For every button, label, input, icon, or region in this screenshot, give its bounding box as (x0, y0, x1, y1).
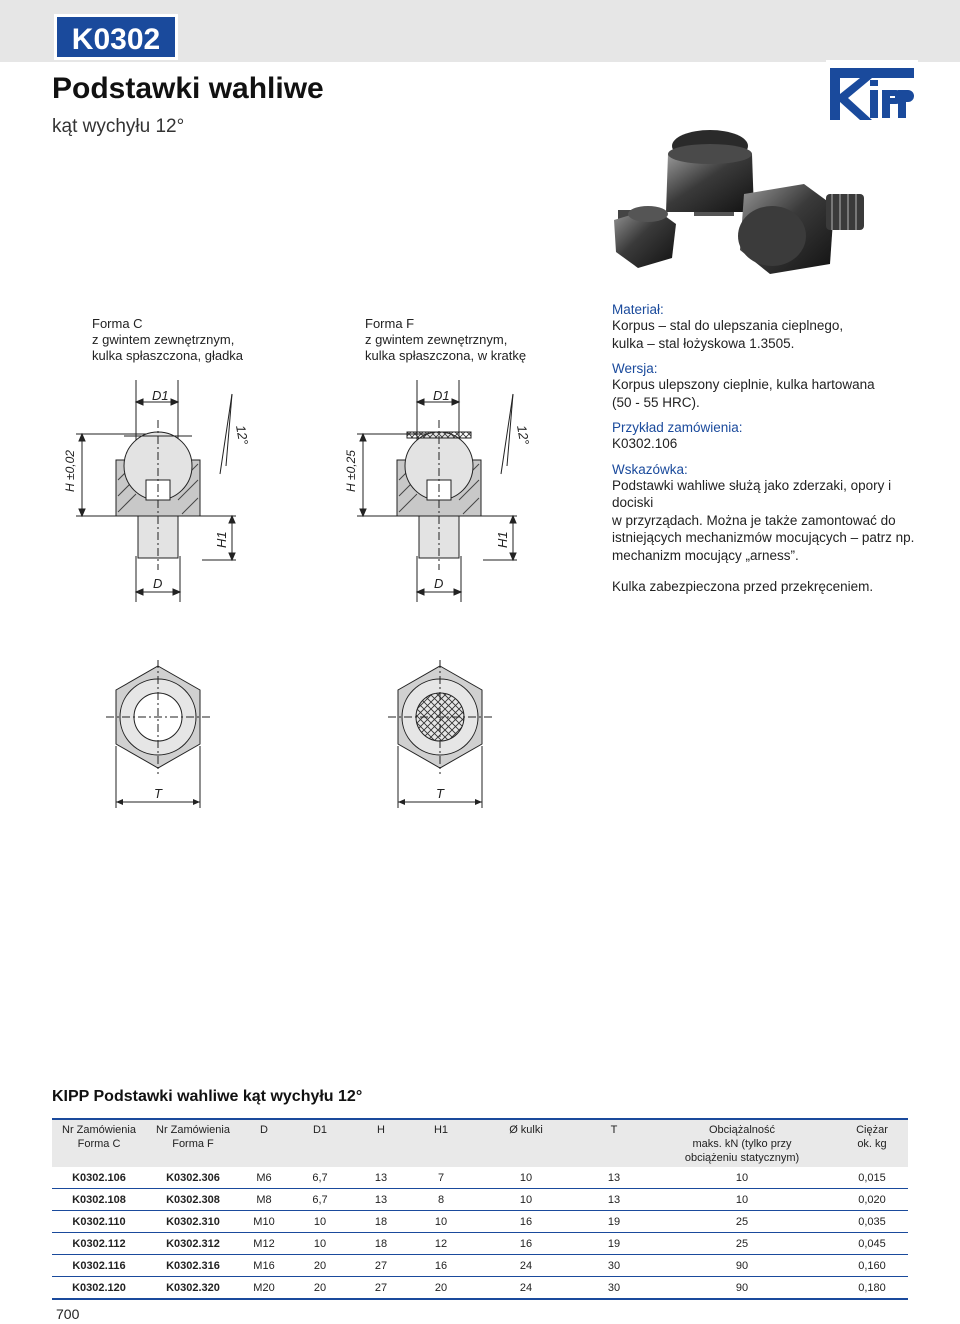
col-header: Nr Zamówienia Forma F (146, 1119, 240, 1167)
table-title: KIPP Podstawki wahliwe kąt wychyłu 12° (52, 1088, 363, 1105)
form-c-caption (92, 316, 243, 364)
table-cell: 7 (410, 1167, 472, 1189)
col-header: D1 (288, 1119, 352, 1167)
form-f-dim-d: D (434, 576, 444, 591)
table-cell: K0302.306 (146, 1167, 240, 1189)
table-cell: K0302.120 (52, 1277, 146, 1300)
info-panel (612, 302, 932, 596)
col-header: Obciążalność maks. kN (tylko przy obciążeniu statycznym) (648, 1119, 836, 1167)
table-cell: 90 (648, 1255, 836, 1277)
form-c-dim-angle: 12° (233, 423, 252, 446)
table-cell: K0302.108 (52, 1189, 146, 1211)
table-cell: 16 (472, 1211, 580, 1233)
table-cell: 18 (352, 1233, 410, 1255)
form-f-side-drawing (337, 380, 557, 602)
table-cell: K0302.308 (146, 1189, 240, 1211)
form-f-dim-h: H ±0,25 (344, 450, 358, 492)
form-f-caption-line: z gwintem zewnętrznym, (365, 332, 508, 347)
table-cell: 19 (580, 1233, 648, 1255)
col-header: H1 (410, 1119, 472, 1167)
material-label: Materiał: (612, 302, 664, 317)
col-header: Ciężar ok. kg (836, 1119, 908, 1167)
table-cell: K0302.312 (146, 1233, 240, 1255)
table-cell: 13 (580, 1189, 648, 1211)
form-c-dim-d: D (153, 576, 163, 591)
form-c-dim-h: H ±0,02 (63, 450, 77, 492)
hint-line: Podstawki wahliwe służą jako zderzaki, opory i dociski (612, 477, 892, 510)
order-example-value: K0302.106 (612, 436, 678, 451)
table-cell: 18 (352, 1211, 410, 1233)
version-line: Korpus ulepszony cieplnie, kulka hartowana (612, 377, 875, 392)
table-cell: 20 (410, 1277, 472, 1300)
table-cell: 30 (580, 1255, 648, 1277)
table-cell: M6 (240, 1167, 288, 1189)
page-title: Podstawki wahliwe (52, 72, 324, 105)
table-row (52, 1277, 908, 1300)
table-cell: 30 (580, 1277, 648, 1300)
material-line: Korpus – stal do ulepszania cieplnego, (612, 318, 844, 333)
table-cell: 0,035 (836, 1211, 908, 1233)
table-cell: M12 (240, 1233, 288, 1255)
kipp-logo (826, 60, 918, 124)
page-number: 700 (56, 1306, 80, 1322)
table-cell: M20 (240, 1277, 288, 1300)
hint-line: w przyrządach. Można je także zamontować do (612, 512, 896, 528)
table-cell: 6,7 (288, 1167, 352, 1189)
table-cell: 24 (472, 1277, 580, 1300)
table-cell: 10 (288, 1233, 352, 1255)
form-c-caption-line: kulka spłaszczona, gładka (92, 348, 244, 363)
table-cell: K0302.316 (146, 1255, 240, 1277)
table-cell: 8 (410, 1189, 472, 1211)
table-cell: 10 (472, 1189, 580, 1211)
form-c-dim-h1: H1 (214, 531, 229, 548)
hint-line: istniejących mechanizmów mocujących – patrz np. (612, 530, 915, 545)
form-c-top-view (100, 660, 220, 810)
page-subtitle: kąt wychyłu 12° (52, 116, 185, 137)
form-c-dim-t: T (154, 786, 162, 801)
form-f-dim-d1: D1 (433, 388, 450, 403)
version-label: Wersja: (612, 361, 658, 376)
table-cell: 27 (352, 1277, 410, 1300)
table-cell: 6,7 (288, 1189, 352, 1211)
table-cell: K0302.320 (146, 1277, 240, 1300)
note-text: Kulka zabezpieczona przed przekręceniem. (612, 579, 874, 594)
col-header: Nr Zamówienia Forma C (52, 1119, 146, 1167)
table-cell: 0,020 (836, 1189, 908, 1211)
form-c-caption-line: Forma C (92, 316, 143, 331)
form-c-caption-line: z gwintem zewnętrznym, (92, 332, 235, 347)
table-cell: 0,160 (836, 1255, 908, 1277)
table-cell: 13 (352, 1167, 410, 1189)
table-cell: 25 (648, 1211, 836, 1233)
table-row (52, 1255, 908, 1277)
table-cell: M16 (240, 1255, 288, 1277)
table-cell: 20 (288, 1255, 352, 1277)
col-header: H (352, 1119, 410, 1167)
table-row (52, 1189, 908, 1211)
table-row (52, 1167, 908, 1189)
form-f-top-view (382, 660, 502, 810)
table-cell: 16 (410, 1255, 472, 1277)
table-cell: K0302.112 (52, 1233, 146, 1255)
table-cell: K0302.116 (52, 1255, 146, 1277)
hint-line: mechanizm mocujący „arness”. (612, 547, 799, 563)
table-cell: 13 (580, 1167, 648, 1189)
table-cell: 0,015 (836, 1167, 908, 1189)
table-cell: 10 (472, 1167, 580, 1189)
table-cell: K0302.106 (52, 1167, 146, 1189)
form-c-dim-d1: D1 (152, 388, 169, 403)
col-header: Ø kulki (472, 1119, 580, 1167)
hint-label: Wskazówka: (612, 461, 688, 477)
version-line: (50 - 55 HRC). (612, 394, 700, 410)
table-cell: 19 (580, 1211, 648, 1233)
table-header-row (52, 1119, 908, 1167)
table-cell: 0,045 (836, 1233, 908, 1255)
form-c-side-drawing (56, 380, 276, 602)
product-code-badge: K0302 (54, 14, 178, 60)
col-header: D (240, 1119, 288, 1167)
form-f-caption (365, 316, 526, 364)
table-cell: 10 (648, 1167, 836, 1189)
table-cell: 10 (288, 1211, 352, 1233)
table-cell: 90 (648, 1277, 836, 1300)
table-cell: 10 (648, 1189, 836, 1211)
table-cell: M8 (240, 1189, 288, 1211)
form-f-dim-angle: 12° (514, 423, 533, 446)
spec-table (52, 1118, 908, 1300)
table-cell: K0302.110 (52, 1211, 146, 1233)
table-row (52, 1233, 908, 1255)
product-photo (604, 124, 874, 284)
table-cell: 12 (410, 1233, 472, 1255)
order-example-label: Przykład zamówienia: (612, 420, 743, 435)
material-line: kulka – stal łożyskowa 1.3505. (612, 335, 795, 351)
col-header: T (580, 1119, 648, 1167)
form-f-caption-line: kulka spłaszczona, w kratkę (365, 348, 527, 363)
table-cell: 16 (472, 1233, 580, 1255)
table-row (52, 1211, 908, 1233)
form-f-dim-t: T (436, 786, 444, 801)
table-cell: 20 (288, 1277, 352, 1300)
table-cell: 24 (472, 1255, 580, 1277)
form-f-caption-line: Forma F (365, 316, 415, 331)
table-cell: 13 (352, 1189, 410, 1211)
table-cell: 0,180 (836, 1277, 908, 1300)
table-cell: 27 (352, 1255, 410, 1277)
table-cell: 10 (410, 1211, 472, 1233)
table-cell: 25 (648, 1233, 836, 1255)
table-cell: K0302.310 (146, 1211, 240, 1233)
table-cell: M10 (240, 1211, 288, 1233)
form-f-dim-h1: H1 (495, 531, 510, 548)
